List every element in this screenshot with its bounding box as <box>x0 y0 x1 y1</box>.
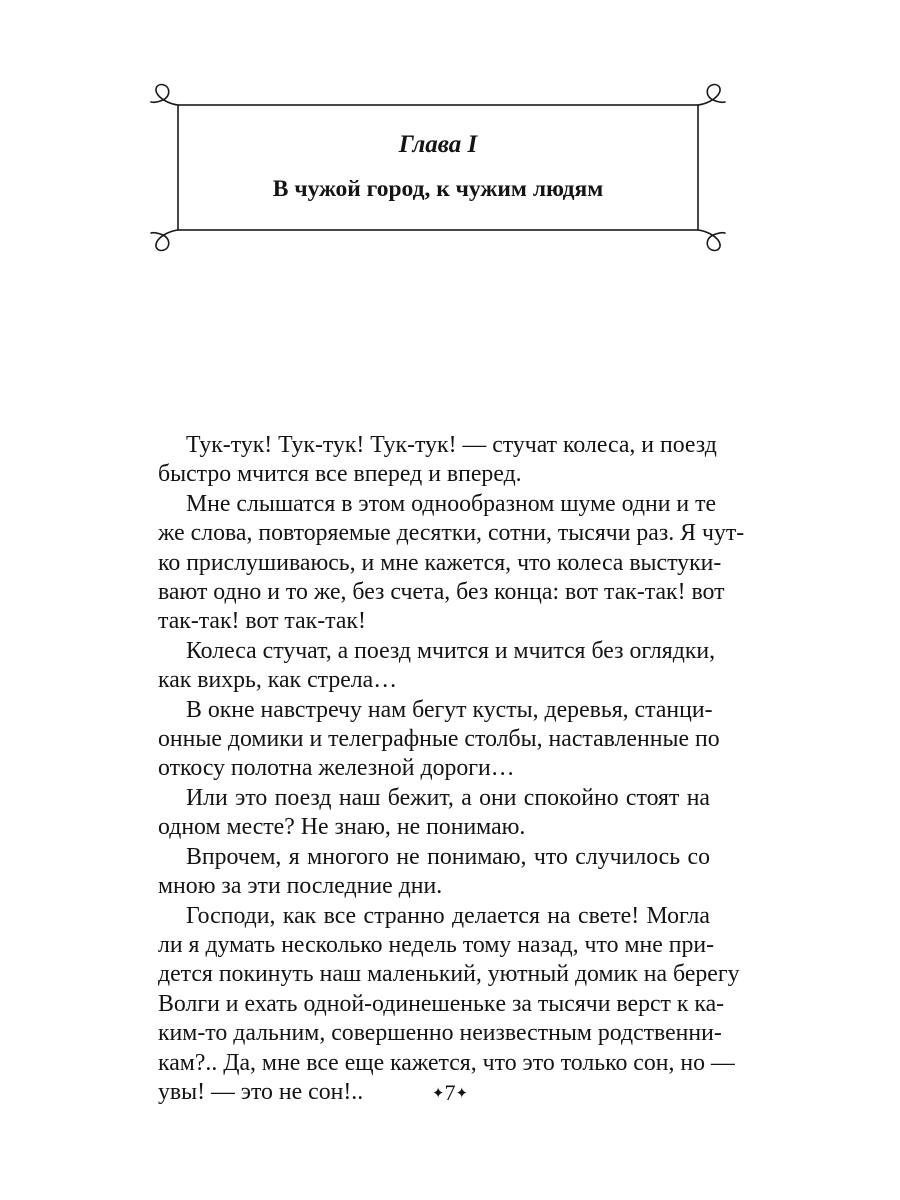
text-line: Мне слышатся в этом однообразном шуме одни и те <box>186 490 717 517</box>
corner-curl-bottom-right <box>698 230 725 250</box>
chapter-label: Глава I <box>398 131 478 158</box>
text-line: быстро мчится все вперед и вперед. <box>158 461 522 488</box>
text-line: увы! — это не сон!.. <box>158 1078 364 1105</box>
text-line: онные домики и телеграфные столбы, наставленные по <box>158 726 720 753</box>
text-line: Или это поезд наш бежит, а они спокойно стоят на <box>186 784 710 811</box>
chapter-title: В чужой город, к чужим людям <box>272 176 604 202</box>
text-line: В окне навстречу нам бегут кусты, деревья, станци- <box>186 696 713 723</box>
corner-curl-bottom-left <box>151 230 178 250</box>
ornament-star-icon: ✦ <box>455 1086 469 1102</box>
text-line: Господи, как все странно делается на свете! Могла <box>186 902 710 929</box>
text-line: мною за эти последние дни. <box>158 873 443 900</box>
text-line: ли я думать несколько недель тому назад, что мне при- <box>158 931 715 958</box>
text-line: Колеса стучат, а поезд мчится и мчится без оглядки, <box>186 637 716 664</box>
text-line: ким-то дальним, совершенно неизвестным родственни- <box>158 1020 722 1047</box>
text-line: кам?.. Да, мне все еще кажется, что это только сон, но — <box>158 1049 735 1076</box>
text-line: дется покинуть наш маленький, уютный домик на берегу <box>158 961 740 988</box>
page-number-footer <box>380 1079 520 1108</box>
chapter-body-text <box>158 431 745 1107</box>
text-line: Тук-тук! Тук-тук! Тук-тук! — стучат колеса, и поезд <box>186 432 717 458</box>
text-line: Впрочем, я многого не понимаю, что случилось со <box>186 843 710 870</box>
text-line: ко прислушиваюсь, и мне кажется, что колеса выстуки- <box>158 549 722 576</box>
text-line: Волги и ехать одной-одинешенькe за тысячи верст к ка- <box>158 990 725 1017</box>
text-line: откосу полотна железной дороги… <box>158 755 515 782</box>
corner-curl-top-right <box>698 85 725 105</box>
frame-border <box>178 105 698 230</box>
text-line: вают одно и то же, без счета, без конца: вот так-так! вот <box>158 579 725 606</box>
corner-curl-top-left <box>151 85 178 105</box>
text-line: же слова, повторяемые десятки, сотни, тысячи раз. Я чут- <box>158 520 745 547</box>
page-number: 7 <box>444 1080 456 1105</box>
text-line: так-так! вот так-так! <box>158 608 366 635</box>
text-line: как вихрь, как стрела… <box>158 667 398 694</box>
ornament-star-icon: ✦ <box>431 1086 445 1102</box>
text-line: одном месте? Не знаю, не понимаю. <box>158 814 526 841</box>
